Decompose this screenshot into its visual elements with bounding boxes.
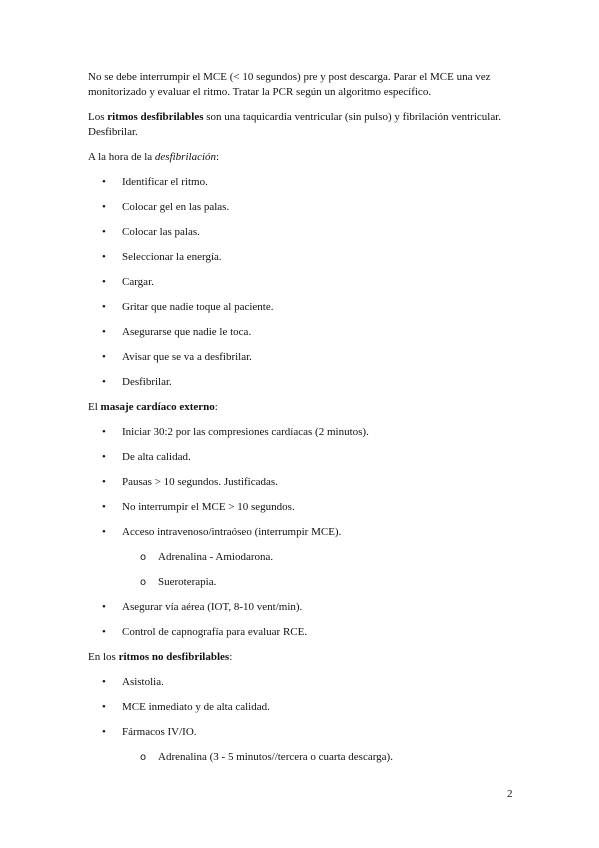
no-desfibrilables-heading: [88, 650, 518, 665]
no-desfibrilables-sublist: [122, 750, 518, 765]
no-desfibrilables-heading-prefix: En los: [88, 651, 119, 663]
list-item: • Asistolia.: [88, 675, 518, 690]
list-item: • Seleccionar la energía.: [88, 250, 518, 265]
desfibrilables-paragraph: [88, 110, 518, 140]
masaje-heading-suffix: :: [214, 401, 218, 413]
masaje-heading-prefix: El: [88, 401, 101, 413]
list-item: • Control de capnografía para evaluar RCE.: [88, 625, 518, 640]
desfibrilacion-steps-list: [88, 175, 518, 390]
desfibrilables-term: ritmos desfibrilables: [107, 111, 204, 123]
page-content: [88, 70, 518, 775]
list-item: • Colocar las palas.: [88, 225, 518, 240]
list-item: • MCE inmediato y de alta calidad.: [88, 700, 518, 715]
no-desfibrilables-term: ritmos no desfibrilables: [118, 651, 230, 663]
intro-paragraph: No se debe interrumpir el MCE (< 10 segundos) pre y post descarga. Parar el MCE una vez monitorizado y evaluar el ritmo. Tratar la PCR según un algoritmo específico.: [88, 71, 491, 98]
list-item: • De alta calidad.: [88, 450, 518, 465]
masaje-list: [88, 425, 518, 640]
list-item: • Avisar que se va a desfibrilar.: [88, 350, 518, 365]
sublist-item: o Sueroterapia.: [122, 575, 518, 590]
list-item-text: Fármacos IV/IO.: [122, 726, 197, 738]
list-item: [88, 725, 518, 765]
masaje-sublist: [122, 550, 518, 590]
list-item: • Asegurar vía aérea (IOT, 8-10 vent/min).: [88, 600, 518, 615]
masaje-term: masaje cardíaco externo: [100, 401, 215, 413]
list-item: • Desfibrilar.: [88, 375, 518, 390]
page-number: 2: [507, 788, 513, 800]
desfibrilacion-heading-suffix: :: [216, 151, 220, 163]
desfibrilacion-heading-prefix: A la hora de la: [88, 151, 155, 163]
list-item-text: Acceso intravenoso/intraóseo (interrumpir MCE).: [122, 526, 342, 538]
desfibrilables-text: son una taquicardia ventricular (sin pulso) y fibrilación ventricular. Desfibrilar.: [88, 111, 502, 138]
list-item: • Cargar.: [88, 275, 518, 290]
list-item: • Colocar gel en las palas.: [88, 200, 518, 215]
list-item: • Pausas > 10 segundos. Justificadas.: [88, 475, 518, 490]
desfibrilacion-term: desfibrilación: [154, 151, 217, 163]
list-item: [88, 525, 518, 590]
no-desfibrilables-heading-suffix: :: [229, 651, 233, 663]
list-item: • Identificar el ritmo.: [88, 175, 518, 190]
no-desfibrilables-list: [88, 675, 518, 765]
list-item: • Gritar que nadie toque al paciente.: [88, 300, 518, 315]
sublist-item: o Adrenalina - Amiodarona.: [122, 550, 518, 565]
masaje-heading: [88, 400, 518, 415]
desfibrilacion-heading: [88, 150, 518, 165]
list-item: • Asegurarse que nadie le toca.: [88, 325, 518, 340]
list-item: • No interrumpir el MCE > 10 segundos.: [88, 500, 518, 515]
desfibrilables-prefix: Los: [88, 111, 108, 123]
list-item: • Iniciar 30:2 por las compresiones cardíacas (2 minutos).: [88, 425, 518, 440]
sublist-item: o Adrenalina (3 - 5 minutos//tercera o cuarta descarga).: [122, 750, 518, 765]
